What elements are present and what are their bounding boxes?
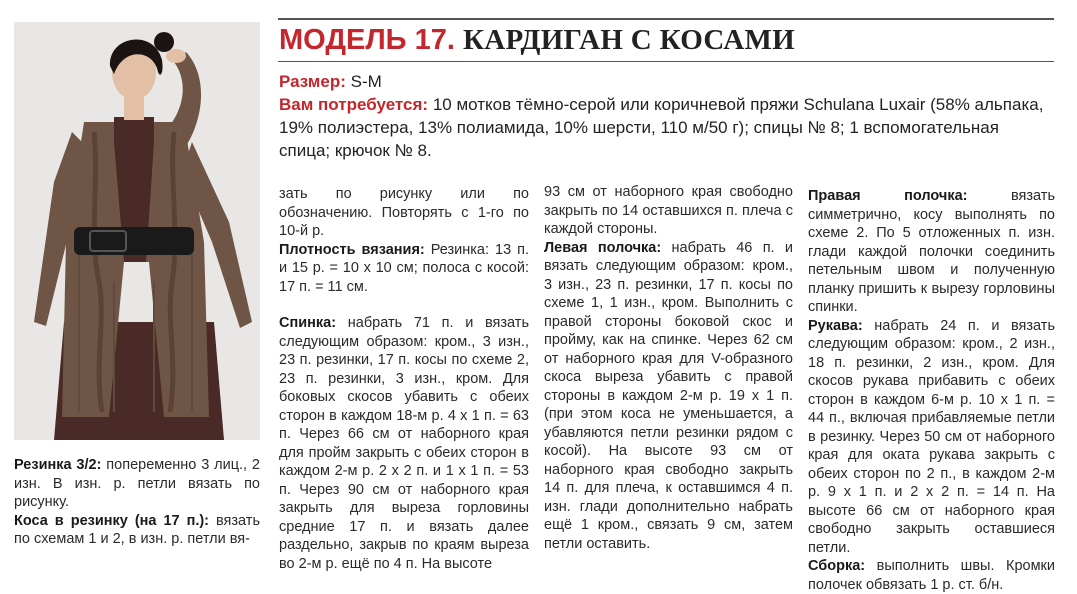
column-1	[279, 185, 529, 573]
back-label: Спинка:	[279, 315, 337, 331]
cable-paragraph	[14, 512, 260, 549]
right-front-paragraph	[808, 187, 1055, 317]
size-line	[279, 70, 1054, 93]
assembly-text: выполнить швы. Кромки полочек обвязать 1 р. ст. б/н.	[808, 558, 1055, 593]
left-front-paragraph	[544, 239, 793, 554]
right-front-label: Правая полочка:	[808, 188, 968, 204]
column-2	[544, 183, 793, 553]
rib-label: Резинка 3/2:	[14, 457, 102, 473]
hand	[166, 49, 186, 63]
column-3	[808, 187, 1055, 594]
model-name: КАРДИГАН С КОСАМИ	[462, 24, 795, 56]
size-value: S-M	[350, 72, 382, 91]
col1-lead: зать по рисунку или по обозначению. Повторять с 1-го по 10-й р.	[279, 186, 529, 239]
col2-lead: 93 см от наборного края свободно закрыть по 14 оставшихся п. плеча с каждой стороны.	[544, 184, 793, 237]
cable-text: вязать по схемам 1 и 2, в изн. р. петли вя-	[14, 512, 260, 547]
header-rule-top	[278, 18, 1054, 20]
density-label: Плотность вязания:	[279, 241, 425, 258]
materials-intro	[279, 70, 1054, 162]
density-text: Резинка: 13 п. и 15 р. = 10 x 10 см; полоса с косой: 17 п. = 11 см.	[279, 241, 529, 295]
rib-paragraph	[14, 456, 260, 512]
model-number: МОДЕЛЬ 17.	[279, 24, 455, 56]
right-front-text: вязать симметрично, косу выполнять по схеме 2. По 5 отложенных п. изн. глади каждой полочки соединить петельным швом и полученную планку пришить к вырезу горловины спинки.	[808, 188, 1055, 315]
materials-label: Вам потребуется:	[279, 95, 429, 114]
column-under-photo	[14, 456, 260, 549]
materials-value: 10 мотков тёмно-серой или коричневой пряжи Schulana Luxair (58% альпака, 19% полиэстера, 13% полиамида, 10% шерсти, 110 м/50 г); спицы № 8; 1 вспомогательная спица; крючок № 8.	[279, 95, 1044, 160]
sleeves-text: набрать 24 п. и вязать следующим образом: кром., 2 изн., 18 п. резинки, 2 изн., кром. Для скосов рукава прибавить с обеих сторон в каждом 6-м р. 10 x 1 п. = 44 п., включая прибавляемые петли в резинку. Через 50 см от наборного края для оката рукава закрыть с обеих сторон по 2 п., в каждом 2-м р. 9 x 1 п. и 2 x 2 п. = 14 п. На высоте 66 см от наборного края свободно закрыть оставшиеся петли.	[808, 317, 1056, 556]
assembly-label: Сборка:	[808, 558, 866, 574]
back-paragraph	[279, 314, 529, 573]
left-front-label: Левая полочка:	[544, 239, 662, 256]
cable-label: Коса в резинку (на 17 п.):	[14, 512, 210, 529]
sleeves-label: Рукава:	[808, 317, 863, 334]
size-label: Размер:	[279, 72, 346, 91]
header-rule-bottom	[278, 61, 1054, 62]
model-photo	[14, 22, 260, 440]
sleeves-paragraph	[808, 317, 1055, 558]
left-front-text: набрать 46 п. и вязать следующим образом: кром., 3 изн., 23 п. резинки, 17 п. косы по схеме 1, 1 изн., кром. Выполнить с правой стороны боковой скос и пройму, как на спинке. Через 62 см от наборного края для V-образного скоса выреза убавить с правой стороны в каждом 2-м р. 19 x 1 п. (при этом коса не уменьшается, а убавляются петли резинки рядом с косой). На высоте 93 см от наборного края свободно закрыть 14 п. для плеча, к оставшимся 4 п. изн. глади дополнительно набрать ещё 1 кром., связать 9 см, затем петли оставить.	[544, 239, 794, 552]
page-title	[279, 23, 795, 57]
density-paragraph	[279, 241, 529, 297]
materials-line	[279, 93, 1054, 162]
back-text: набрать 71 п. и вязать следующим образом: кром., 3 изн., 23 п. резинки, 17 п. косы по схеме 2, 23 п. резинки, 3 изн., кром. Для боковых скосов убавить с обеих сторон в каждом 18-м р. 4 x 1 п. = 63 п. Через 66 см от наборного края для пройм закрыть с обеих сторон в каждом 2-м р. 2 x 2 п. и 1 x 1 п. = 53 п. Через 90 см от наборного края закрыть для выреза горловины средние 17 п. и вязать далее раздельно, закрыв по краям выреза во 2-м р. ещё по 4 п. На высоте	[279, 315, 530, 572]
assembly-paragraph	[808, 557, 1055, 594]
rib-text: попеременно 3 лиц., 2 изн. В изн. р. петли вязать по рисунку.	[14, 457, 260, 510]
